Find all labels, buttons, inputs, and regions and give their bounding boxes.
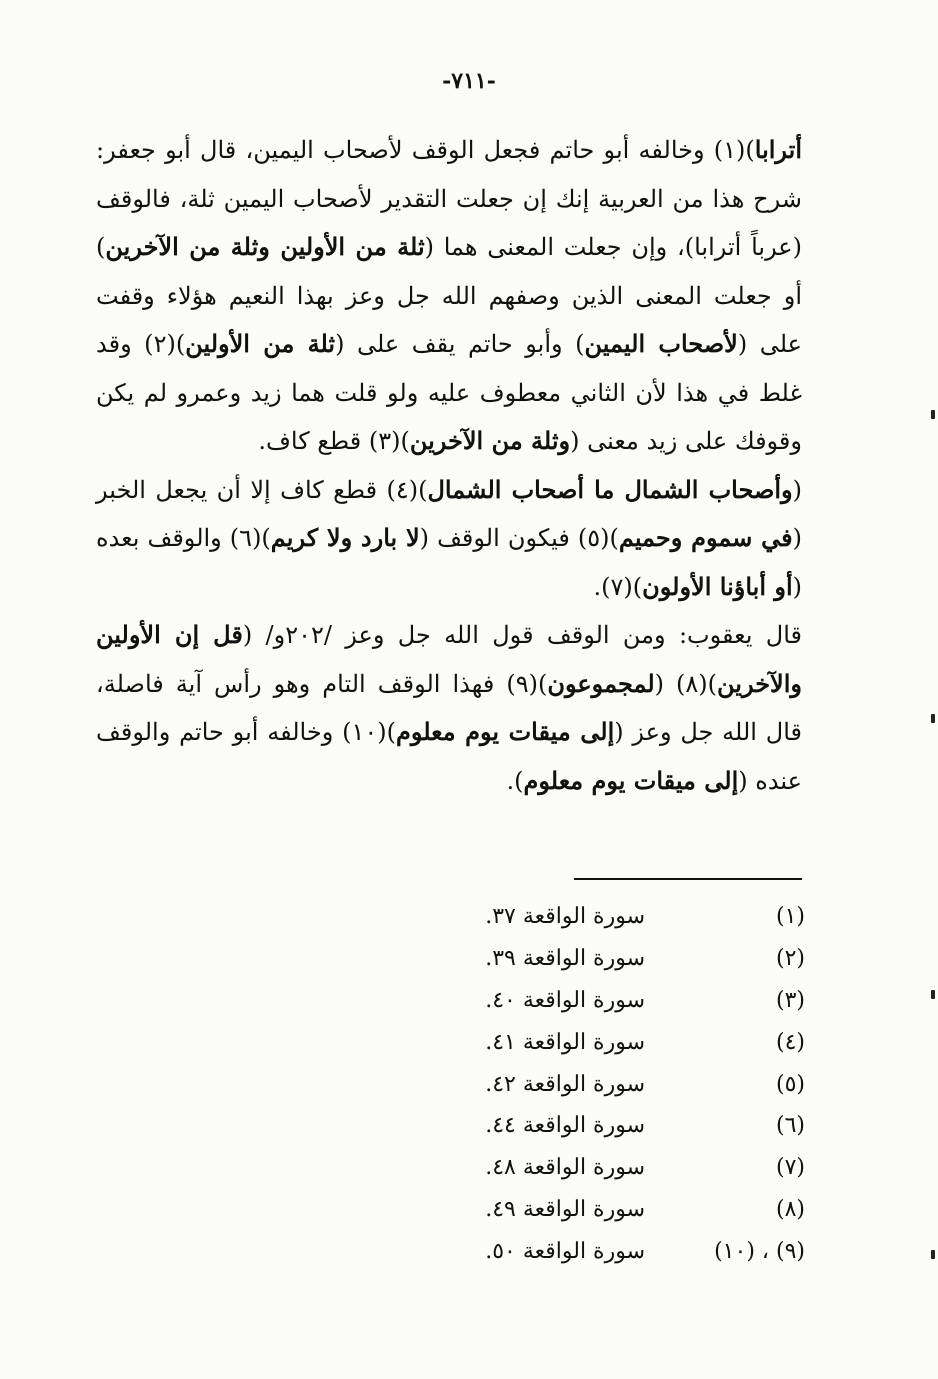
footnote [420, 1063, 805, 1105]
quran-quote: قل إن الأولين والآخرين [96, 620, 803, 698]
text-run: )(٧). [593, 572, 643, 601]
footnote-reference: سورة الواقعة ٤٢. [485, 1071, 645, 1097]
quran-quote: أترابا [754, 135, 802, 164]
footnote-reference: سورة الواقعة ٤٠. [485, 987, 645, 1013]
footnote-number: (١) [775, 904, 805, 930]
text-run: )(٨) ( [654, 669, 718, 698]
quran-quote: إلى ميقات يوم معلوم [523, 765, 739, 795]
text-run: )(٩) فهذا الوقف التام وهو رأس آية فاصلة، قال الله جل وعز ( [96, 669, 802, 746]
footnote-divider [574, 878, 802, 880]
footnote-number: (٢) [775, 946, 805, 972]
footnote [420, 1021, 805, 1063]
footnote-number: (٥) [775, 1071, 805, 1097]
footnote-number: (٨) [775, 1196, 805, 1222]
footnote-number: (٣) [775, 987, 805, 1013]
footnote-reference: سورة الواقعة ٥٠. [485, 1238, 645, 1264]
footnote [420, 980, 805, 1022]
text-run: )(٥) فيكون الوقف ( [419, 524, 619, 552]
text-run: )(٢) وقد غلط في هذا لأن الثاني معطوف عليه ولو قلت هما زيد وعمرو لم يكن وقوفك على زيد معنى ( [96, 330, 802, 455]
margin-mark [931, 410, 935, 419]
footnote-reference: سورة الواقعة ٣٩. [485, 946, 645, 972]
text-run: )(١٠) وخالفه أبو حاتم والوقف عنده ( [96, 718, 802, 795]
footnote-reference: سورة الواقعة ٤٤. [485, 1113, 645, 1139]
footnote-number: (٦) [775, 1113, 805, 1139]
margin-mark [931, 714, 935, 723]
footnote [420, 938, 805, 980]
footnote [420, 896, 805, 938]
quran-quote: ثلة من الأولين [185, 329, 336, 358]
paragraph [96, 611, 802, 805]
page-number: -٧١١- [442, 68, 496, 94]
text-run: )(٤) قطع كاف إلا أن يجعل الخبر ( [96, 475, 802, 552]
footnote-number: (٤) [775, 1029, 805, 1055]
footnotes [420, 896, 805, 1272]
footnote-reference: سورة الواقعة ٣٧. [485, 904, 645, 930]
text-run: ( [792, 475, 802, 504]
footnote [420, 1105, 805, 1147]
quran-quote: لأصحاب اليمين [584, 329, 738, 358]
quran-quote: أو أباؤنا الأولون [642, 571, 793, 601]
quran-quote: في سموم وحميم [618, 523, 793, 552]
footnote [420, 1147, 805, 1189]
quran-quote: وأصحاب الشمال ما أصحاب الشمال [427, 474, 793, 504]
quran-quote: إلى ميقات يوم معلوم [395, 717, 615, 746]
text-run: )(٣) قطع كاف. [258, 427, 410, 455]
footnote [420, 1189, 805, 1231]
main-text [96, 126, 802, 805]
footnote-number: (٧) [775, 1155, 805, 1181]
text-run: ) أو جعلت المعنى الذين وصفهم الله جل وعز بهذا النعيم هؤلاء وقفت على ( [96, 233, 802, 358]
footnote-reference: سورة الواقعة ٤١. [485, 1029, 645, 1055]
margin-mark [931, 990, 935, 999]
paragraph [96, 126, 802, 466]
text-run: ) وأبو حاتم يقف على ( [335, 330, 585, 358]
quran-quote: ثلة من الأولين وثلة من الآخرين [105, 232, 425, 261]
quran-quote: وثلة من الآخرين [409, 426, 571, 455]
footnote-number: (٩) ، (١٠) [714, 1238, 805, 1264]
quran-quote: لمجموعون [547, 668, 655, 698]
footnote-reference: سورة الواقعة ٤٩. [485, 1196, 645, 1222]
margin-mark [931, 1250, 935, 1259]
footnote [420, 1230, 805, 1272]
text-run: )(١) وخالفه أبو حاتم فجعل الوقف لأصحاب اليمين، قال أبو جعفر: شرح هذا من العربية إنك إن جعلت التقدير لأصحاب اليمين ثلة، فالوقف (عرباً أترابا)، وإن جعلت المعنى هما ( [96, 136, 802, 261]
text-run: )(٦) والوقف بعده ( [96, 524, 802, 601]
paragraph [96, 466, 802, 612]
text-run: قال يعقوب: ومن الوقف قول الله جل وعز /٢٠٢و/ ( [242, 621, 802, 649]
footnote-reference: سورة الواقعة ٤٨. [485, 1155, 645, 1181]
text-run: ). [506, 766, 524, 795]
quran-quote: لا بارد ولا كريم [270, 523, 420, 552]
